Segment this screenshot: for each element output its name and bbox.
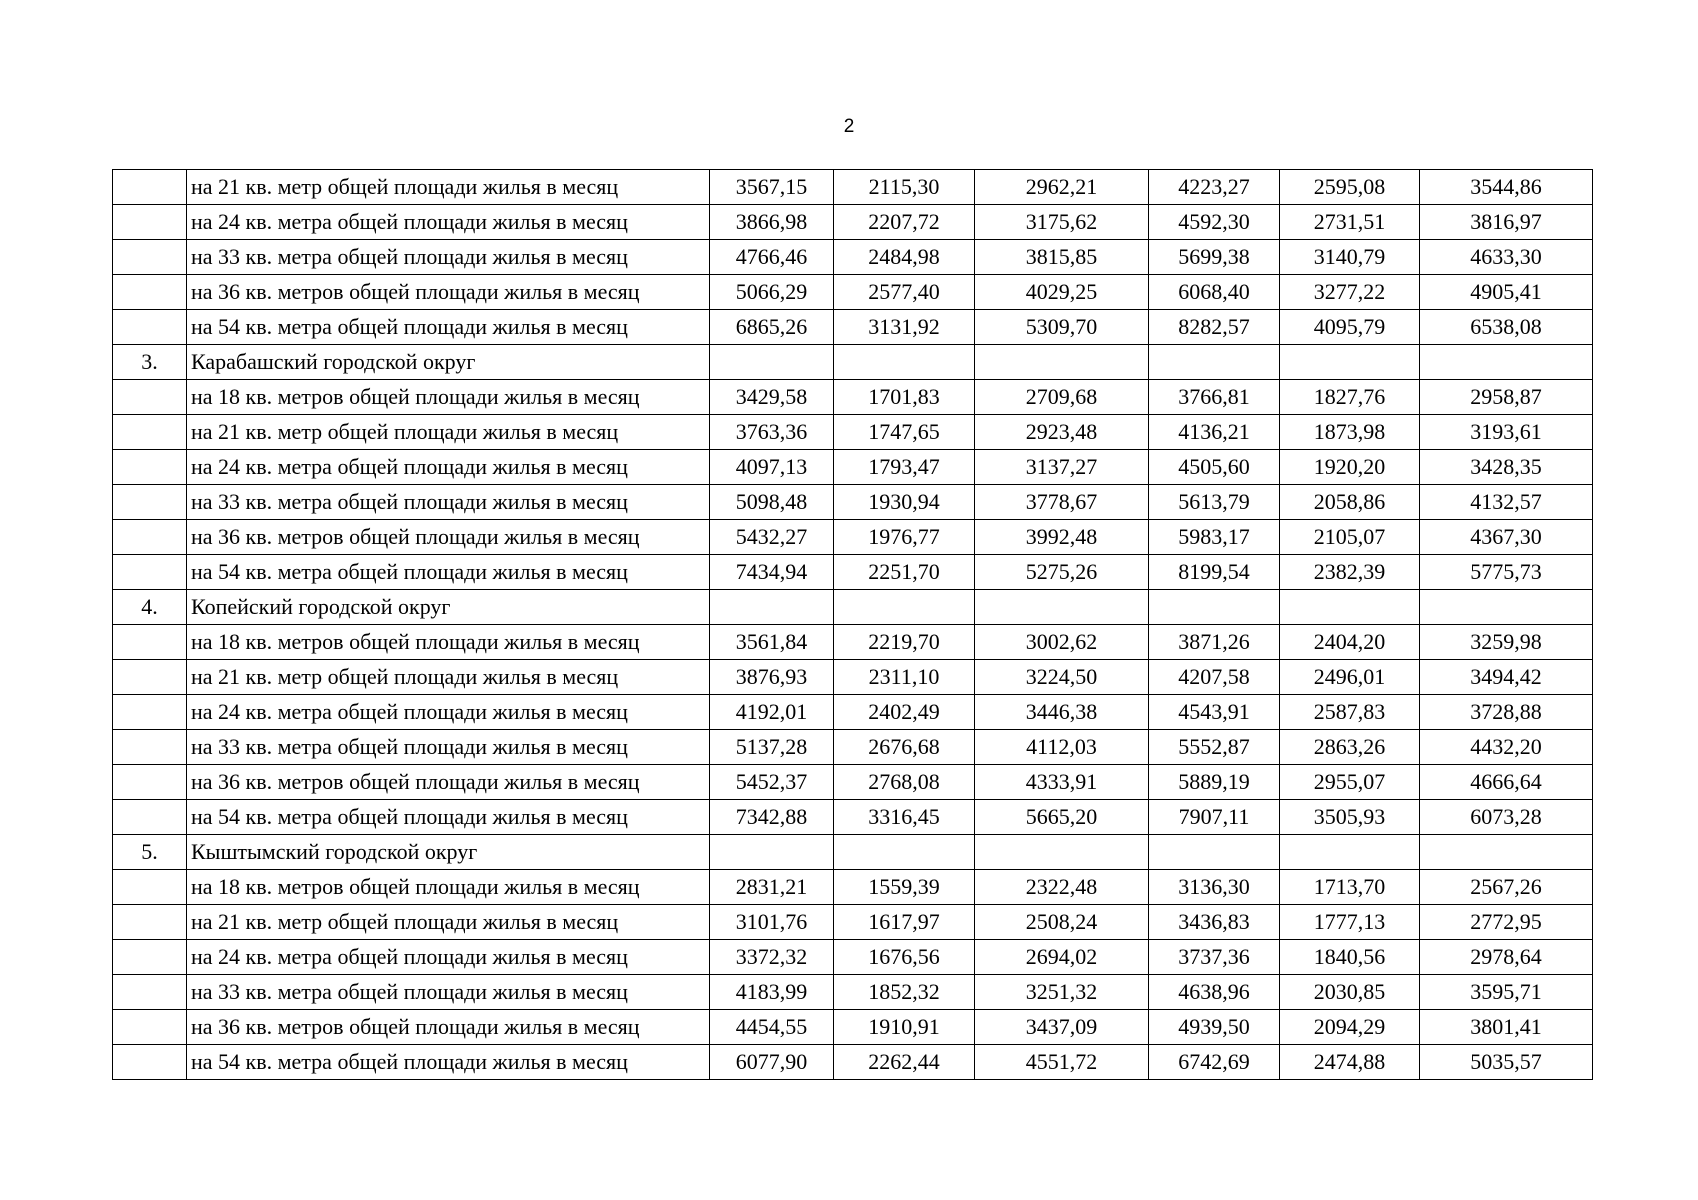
value-cell-2: [834, 345, 975, 380]
table-row: [113, 1010, 1593, 1045]
value-cell-5: 2094,29: [1280, 1010, 1420, 1045]
value-cell-1: 4097,13: [710, 450, 834, 485]
table-row: [113, 695, 1593, 730]
value-cell-2: 1852,32: [834, 975, 975, 1010]
value-cell-5: 2404,20: [1280, 625, 1420, 660]
value-cell-6: 3816,97: [1420, 205, 1593, 240]
value-cell-4: 7907,11: [1149, 800, 1280, 835]
area-description-cell: на 54 кв. метра общей площади жилья в месяц: [187, 800, 710, 835]
area-description-cell: на 24 кв. метра общей площади жилья в месяц: [187, 450, 710, 485]
table-row: [113, 240, 1593, 275]
value-cell-6: 3428,35: [1420, 450, 1593, 485]
value-cell-3: [975, 835, 1149, 870]
value-cell-6: 3193,61: [1420, 415, 1593, 450]
value-cell-3: 4029,25: [975, 275, 1149, 310]
table-row: [113, 380, 1593, 415]
value-cell-2: 2402,49: [834, 695, 975, 730]
area-description-cell: на 21 кв. метр общей площади жилья в месяц: [187, 170, 710, 205]
value-cell-6: 2958,87: [1420, 380, 1593, 415]
value-cell-2: 2115,30: [834, 170, 975, 205]
value-cell-3: 2694,02: [975, 940, 1149, 975]
area-description-cell: на 54 кв. метра общей площади жилья в месяц: [187, 555, 710, 590]
value-cell-2: 2251,70: [834, 555, 975, 590]
area-description-cell: на 24 кв. метра общей площади жилья в месяц: [187, 940, 710, 975]
value-cell-6: [1420, 835, 1593, 870]
value-cell-5: 2382,39: [1280, 555, 1420, 590]
area-description-cell: на 33 кв. метра общей площади жилья в месяц: [187, 240, 710, 275]
value-cell-3: 3446,38: [975, 695, 1149, 730]
table-row: [113, 625, 1593, 660]
area-description-cell: на 36 кв. метров общей площади жилья в месяц: [187, 520, 710, 555]
value-cell-2: 3131,92: [834, 310, 975, 345]
value-cell-3: 3815,85: [975, 240, 1149, 275]
row-number-cell: [113, 450, 187, 485]
row-number-cell: [113, 975, 187, 1010]
value-cell-5: 2863,26: [1280, 730, 1420, 765]
value-cell-2: 1793,47: [834, 450, 975, 485]
value-cell-3: 3992,48: [975, 520, 1149, 555]
value-cell-4: 4638,96: [1149, 975, 1280, 1010]
value-cell-2: 1930,94: [834, 485, 975, 520]
value-cell-5: 2058,86: [1280, 485, 1420, 520]
area-description-cell: на 18 кв. метров общей площади жилья в месяц: [187, 870, 710, 905]
table-row: [113, 975, 1593, 1010]
value-cell-5: 2105,07: [1280, 520, 1420, 555]
table-row: [113, 205, 1593, 240]
value-cell-1: 3429,58: [710, 380, 834, 415]
value-cell-1: 5452,37: [710, 765, 834, 800]
value-cell-1: 6865,26: [710, 310, 834, 345]
district-name-cell: Карабашский городской округ: [187, 345, 710, 380]
value-cell-4: 3737,36: [1149, 940, 1280, 975]
value-cell-6: 3544,86: [1420, 170, 1593, 205]
value-cell-3: 5275,26: [975, 555, 1149, 590]
value-cell-2: 2219,70: [834, 625, 975, 660]
value-cell-5: 1873,98: [1280, 415, 1420, 450]
row-number-cell: [113, 660, 187, 695]
value-cell-4: 4939,50: [1149, 1010, 1280, 1045]
value-cell-6: 3494,42: [1420, 660, 1593, 695]
value-cell-4: 8282,57: [1149, 310, 1280, 345]
value-cell-1: 3876,93: [710, 660, 834, 695]
district-name-cell: Кыштымский городской округ: [187, 835, 710, 870]
row-number-cell: [113, 1010, 187, 1045]
value-cell-5: 2587,83: [1280, 695, 1420, 730]
value-cell-1: 7434,94: [710, 555, 834, 590]
value-cell-4: 5613,79: [1149, 485, 1280, 520]
row-number-cell: [113, 520, 187, 555]
value-cell-1: 3101,76: [710, 905, 834, 940]
value-cell-5: 3140,79: [1280, 240, 1420, 275]
value-cell-5: 2474,88: [1280, 1045, 1420, 1080]
row-number-cell: [113, 765, 187, 800]
area-description-cell: на 36 кв. метров общей площади жилья в месяц: [187, 765, 710, 800]
value-cell-4: 3136,30: [1149, 870, 1280, 905]
table-body: [113, 170, 1593, 1080]
area-description-cell: на 36 кв. метров общей площади жилья в месяц: [187, 275, 710, 310]
value-cell-4: 5552,87: [1149, 730, 1280, 765]
table-row: [113, 905, 1593, 940]
value-cell-3: 4551,72: [975, 1045, 1149, 1080]
row-number-cell: [113, 415, 187, 450]
value-cell-5: 1827,76: [1280, 380, 1420, 415]
value-cell-2: 3316,45: [834, 800, 975, 835]
table-row: [113, 275, 1593, 310]
value-cell-6: 4905,41: [1420, 275, 1593, 310]
value-cell-3: 3137,27: [975, 450, 1149, 485]
row-number-cell: [113, 485, 187, 520]
value-cell-5: 2030,85: [1280, 975, 1420, 1010]
value-cell-4: [1149, 835, 1280, 870]
value-cell-3: [975, 590, 1149, 625]
row-number-cell: [113, 1045, 187, 1080]
area-description-cell: на 21 кв. метр общей площади жилья в месяц: [187, 415, 710, 450]
value-cell-6: 4367,30: [1420, 520, 1593, 555]
row-number-cell: [113, 275, 187, 310]
row-number-cell: [113, 940, 187, 975]
value-cell-4: [1149, 345, 1280, 380]
value-cell-4: 3436,83: [1149, 905, 1280, 940]
table-row: [113, 800, 1593, 835]
district-name-cell: Копейский городской округ: [187, 590, 710, 625]
value-cell-5: [1280, 835, 1420, 870]
value-cell-3: 2322,48: [975, 870, 1149, 905]
value-cell-3: 5665,20: [975, 800, 1149, 835]
value-cell-1: 3372,32: [710, 940, 834, 975]
value-cell-1: 3567,15: [710, 170, 834, 205]
value-cell-1: 2831,21: [710, 870, 834, 905]
value-cell-5: 4095,79: [1280, 310, 1420, 345]
value-cell-2: 2676,68: [834, 730, 975, 765]
value-cell-5: 1777,13: [1280, 905, 1420, 940]
value-cell-1: 4454,55: [710, 1010, 834, 1045]
value-cell-2: 1910,91: [834, 1010, 975, 1045]
value-cell-6: 4666,64: [1420, 765, 1593, 800]
value-cell-6: 3595,71: [1420, 975, 1593, 1010]
value-cell-4: 4505,60: [1149, 450, 1280, 485]
area-description-cell: на 21 кв. метр общей площади жилья в месяц: [187, 660, 710, 695]
value-cell-5: 1840,56: [1280, 940, 1420, 975]
value-cell-3: 3175,62: [975, 205, 1149, 240]
row-number-cell: [113, 625, 187, 660]
value-cell-6: [1420, 345, 1593, 380]
area-description-cell: на 21 кв. метр общей площади жилья в месяц: [187, 905, 710, 940]
value-cell-4: 3871,26: [1149, 625, 1280, 660]
row-number-cell: [113, 800, 187, 835]
value-cell-2: 1617,97: [834, 905, 975, 940]
value-cell-5: 2731,51: [1280, 205, 1420, 240]
row-number-cell: 4.: [113, 590, 187, 625]
value-cell-2: 2311,10: [834, 660, 975, 695]
value-cell-4: 5983,17: [1149, 520, 1280, 555]
value-cell-4: 4207,58: [1149, 660, 1280, 695]
value-cell-5: [1280, 590, 1420, 625]
value-cell-1: 7342,88: [710, 800, 834, 835]
value-cell-6: 5775,73: [1420, 555, 1593, 590]
row-number-cell: [113, 555, 187, 590]
table-row: [113, 555, 1593, 590]
tariff-table: [112, 169, 1593, 1080]
row-number-cell: [113, 730, 187, 765]
table-row: [113, 450, 1593, 485]
area-description-cell: на 24 кв. метра общей площади жилья в месяц: [187, 205, 710, 240]
value-cell-5: 1713,70: [1280, 870, 1420, 905]
area-description-cell: на 36 кв. метров общей площади жилья в месяц: [187, 1010, 710, 1045]
value-cell-1: [710, 835, 834, 870]
value-cell-4: 4136,21: [1149, 415, 1280, 450]
row-number-cell: [113, 695, 187, 730]
value-cell-2: [834, 835, 975, 870]
value-cell-6: 3259,98: [1420, 625, 1593, 660]
value-cell-6: 3728,88: [1420, 695, 1593, 730]
area-description-cell: на 18 кв. метров общей площади жилья в месяц: [187, 625, 710, 660]
value-cell-6: [1420, 590, 1593, 625]
value-cell-3: 3224,50: [975, 660, 1149, 695]
value-cell-4: 6068,40: [1149, 275, 1280, 310]
row-number-cell: 5.: [113, 835, 187, 870]
value-cell-6: 2772,95: [1420, 905, 1593, 940]
value-cell-3: 4112,03: [975, 730, 1149, 765]
table-row: [113, 485, 1593, 520]
value-cell-2: 1559,39: [834, 870, 975, 905]
table-row: [113, 870, 1593, 905]
value-cell-1: 3561,84: [710, 625, 834, 660]
area-description-cell: на 54 кв. метра общей площади жилья в месяц: [187, 310, 710, 345]
value-cell-1: 3866,98: [710, 205, 834, 240]
value-cell-5: 2955,07: [1280, 765, 1420, 800]
area-description-cell: на 33 кв. метра общей площади жилья в месяц: [187, 975, 710, 1010]
table-row: [113, 415, 1593, 450]
value-cell-4: [1149, 590, 1280, 625]
row-number-cell: [113, 170, 187, 205]
value-cell-6: 3801,41: [1420, 1010, 1593, 1045]
value-cell-3: [975, 345, 1149, 380]
value-cell-6: 5035,57: [1420, 1045, 1593, 1080]
value-cell-2: 2484,98: [834, 240, 975, 275]
page-number: 2: [843, 116, 855, 137]
table-row: [113, 730, 1593, 765]
value-cell-1: [710, 590, 834, 625]
value-cell-3: 3002,62: [975, 625, 1149, 660]
value-cell-3: 3778,67: [975, 485, 1149, 520]
value-cell-3: 2923,48: [975, 415, 1149, 450]
value-cell-4: 4543,91: [1149, 695, 1280, 730]
value-cell-1: 6077,90: [710, 1045, 834, 1080]
value-cell-3: 3437,09: [975, 1010, 1149, 1045]
value-cell-3: 2709,68: [975, 380, 1149, 415]
table-row: [113, 310, 1593, 345]
value-cell-3: 5309,70: [975, 310, 1149, 345]
table-row: [113, 1045, 1593, 1080]
area-description-cell: на 18 кв. метров общей площади жилья в месяц: [187, 380, 710, 415]
value-cell-5: 2496,01: [1280, 660, 1420, 695]
value-cell-6: 4132,57: [1420, 485, 1593, 520]
value-cell-6: 6538,08: [1420, 310, 1593, 345]
section-row: [113, 835, 1593, 870]
area-description-cell: на 54 кв. метра общей площади жилья в месяц: [187, 1045, 710, 1080]
row-number-cell: [113, 310, 187, 345]
value-cell-5: 1920,20: [1280, 450, 1420, 485]
area-description-cell: на 33 кв. метра общей площади жилья в месяц: [187, 485, 710, 520]
value-cell-1: 4766,46: [710, 240, 834, 275]
value-cell-4: 5889,19: [1149, 765, 1280, 800]
value-cell-1: 3763,36: [710, 415, 834, 450]
value-cell-6: 4432,20: [1420, 730, 1593, 765]
value-cell-2: 2262,44: [834, 1045, 975, 1080]
area-description-cell: на 33 кв. метра общей площади жилья в месяц: [187, 730, 710, 765]
section-row: [113, 345, 1593, 380]
row-number-cell: [113, 870, 187, 905]
value-cell-2: [834, 590, 975, 625]
value-cell-1: 4183,99: [710, 975, 834, 1010]
value-cell-4: 6742,69: [1149, 1045, 1280, 1080]
value-cell-2: 1976,77: [834, 520, 975, 555]
value-cell-1: 5098,48: [710, 485, 834, 520]
table-row: [113, 520, 1593, 555]
value-cell-3: 2962,21: [975, 170, 1149, 205]
value-cell-5: 3505,93: [1280, 800, 1420, 835]
value-cell-1: 5432,27: [710, 520, 834, 555]
value-cell-4: 4592,30: [1149, 205, 1280, 240]
value-cell-2: 2207,72: [834, 205, 975, 240]
value-cell-4: 3766,81: [1149, 380, 1280, 415]
table-row: [113, 660, 1593, 695]
value-cell-5: 2595,08: [1280, 170, 1420, 205]
value-cell-4: 5699,38: [1149, 240, 1280, 275]
value-cell-4: 8199,54: [1149, 555, 1280, 590]
value-cell-2: 2577,40: [834, 275, 975, 310]
value-cell-1: 5137,28: [710, 730, 834, 765]
row-number-cell: [113, 240, 187, 275]
area-description-cell: на 24 кв. метра общей площади жилья в месяц: [187, 695, 710, 730]
row-number-cell: [113, 905, 187, 940]
value-cell-3: 2508,24: [975, 905, 1149, 940]
section-row: [113, 590, 1593, 625]
value-cell-2: 1747,65: [834, 415, 975, 450]
table-row: [113, 170, 1593, 205]
row-number-cell: [113, 380, 187, 415]
table-row: [113, 940, 1593, 975]
value-cell-2: 2768,08: [834, 765, 975, 800]
value-cell-1: 5066,29: [710, 275, 834, 310]
value-cell-6: 6073,28: [1420, 800, 1593, 835]
value-cell-1: [710, 345, 834, 380]
value-cell-6: 2978,64: [1420, 940, 1593, 975]
value-cell-2: 1701,83: [834, 380, 975, 415]
value-cell-5: [1280, 345, 1420, 380]
row-number-cell: [113, 205, 187, 240]
value-cell-6: 2567,26: [1420, 870, 1593, 905]
value-cell-3: 3251,32: [975, 975, 1149, 1010]
value-cell-6: 4633,30: [1420, 240, 1593, 275]
value-cell-5: 3277,22: [1280, 275, 1420, 310]
value-cell-3: 4333,91: [975, 765, 1149, 800]
value-cell-4: 4223,27: [1149, 170, 1280, 205]
value-cell-2: 1676,56: [834, 940, 975, 975]
table-row: [113, 765, 1593, 800]
value-cell-1: 4192,01: [710, 695, 834, 730]
row-number-cell: 3.: [113, 345, 187, 380]
